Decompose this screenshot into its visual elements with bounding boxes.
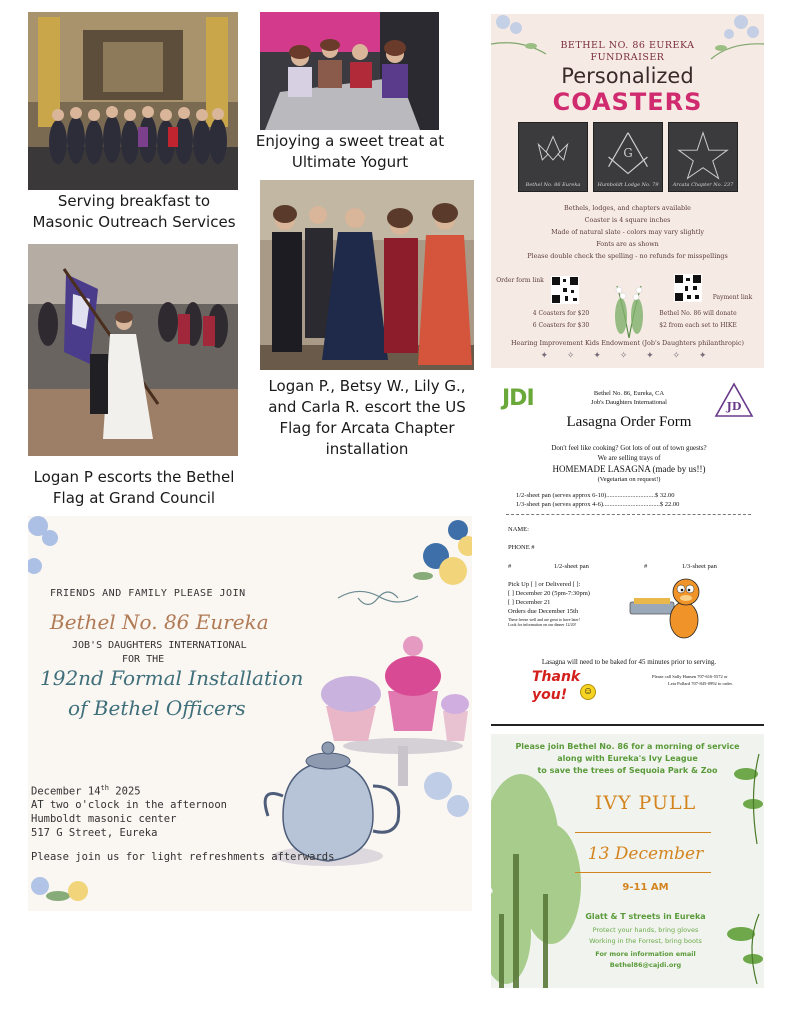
coaster-title-2: COASTERS <box>552 88 703 116</box>
ivy-intro-1: Please join Bethel No. 86 for a morning of service <box>515 742 740 751</box>
lasagna-order-form <box>494 380 764 710</box>
lasagna-headline: HOMEMADE LASAGNA (made by us!!) <box>552 464 706 474</box>
slate-coaster-chapter <box>668 122 738 192</box>
invite-line: FRIENDS AND FAMILY PLEASE JOIN <box>50 588 246 599</box>
price-4: 4 Coasters for $20 <box>532 310 590 317</box>
phone-field[interactable]: PHONE # <box>508 544 535 551</box>
ivy-tip-1: Protect your hands, bring gloves <box>592 926 699 934</box>
order-form-link[interactable]: Order form link <box>496 277 544 284</box>
ivy-tip-2: Working in the Forrest, bring boots <box>589 937 702 945</box>
ivy-time: 9-11 AM <box>622 882 669 893</box>
date-option-2[interactable]: [ ] December 21 <box>508 599 551 606</box>
yogurt-photo <box>260 12 439 130</box>
jdi-name: JOB'S DAUGHTERS INTERNATIONAL <box>72 640 247 651</box>
ivy-rule-bottom <box>575 872 711 873</box>
caption-line: Serving breakfast to <box>57 192 211 210</box>
coasters-flyer <box>491 14 764 368</box>
coaster-detail: Please double check the spelling - no refunds for misspellings <box>527 252 728 260</box>
slate-label: Arcata Chapter No. 237 <box>672 182 734 188</box>
caption-line: and Carla R. escort the US <box>268 398 466 416</box>
bethel-name: Bethel No. 86 Eureka <box>50 610 269 634</box>
coaster-org: BETHEL NO. 86 EUREKA <box>560 40 695 51</box>
ivy-intro-2: along with Eureka's Ivy League <box>557 754 698 763</box>
pickup-option[interactable]: Pick Up [ ] or Delivered [ ]: <box>508 581 581 588</box>
event-venue: Humboldt masonic center <box>31 813 177 825</box>
cat-with-lasagna-icon <box>626 574 706 644</box>
payment-link[interactable]: Payment link <box>712 294 753 301</box>
flag-escort-photo <box>260 180 474 370</box>
price-6: 6 Coasters for $30 <box>532 322 590 329</box>
bethel-flag-photo <box>28 244 238 456</box>
third-qty-hash: # <box>644 563 648 570</box>
breakfast-caption <box>20 191 248 233</box>
sparkle-decoration: ✦ ✧ ✦ ✧ ✦ ✧ ✦ <box>540 351 715 361</box>
smiley-icon: ☺ <box>580 684 596 700</box>
contact-1: Please call Sally Hansen 707-616-5572 or <box>652 674 728 679</box>
price-third-sheet: 1/3-sheet pan (serves approx 4-6)...................................$ 22.00 <box>516 501 680 508</box>
donate-2: $2 from each set to HIKE <box>659 322 737 329</box>
event-date-main: December 14 <box>31 785 101 798</box>
section-rule <box>491 724 764 726</box>
caption-line: Ultimate Yogurt <box>291 153 409 171</box>
caption-line: Enjoying a sweet treat at <box>255 132 445 150</box>
ivy-rule-top <box>575 832 711 833</box>
event-time: AT two o'clock in the afternoon <box>31 799 227 811</box>
caption-line: Logan P., Betsy W., Lily G., <box>268 377 466 395</box>
installation-title-1: 192nd Formal Installation <box>40 666 304 690</box>
lotus-icon <box>519 123 587 191</box>
half-qty-label[interactable]: 1/2-sheet pan <box>554 563 589 570</box>
lasagna-org-2: Job's Daughters International <box>591 399 667 406</box>
payment-qr-code[interactable] <box>674 274 702 302</box>
yogurt-caption <box>250 131 450 173</box>
lasagna-intro-2: We are selling trays of <box>597 454 661 462</box>
star-icon <box>669 123 737 191</box>
order-qr-code[interactable] <box>551 276 579 304</box>
donate-1: Bethel No. 86 will donate <box>659 310 737 317</box>
svg-text:JD: JD <box>726 400 742 413</box>
breakfast-photo <box>28 12 238 190</box>
divider <box>506 514 751 515</box>
coaster-title-1: Personalized <box>561 64 694 88</box>
bethel-flag-caption <box>20 467 248 509</box>
event-address: 517 G Street, Eureka <box>31 827 158 839</box>
lasagna-title: Lasagna Order Form <box>566 414 692 430</box>
caption-line: Logan P escorts the Bethel <box>33 468 235 486</box>
half-qty-hash: # <box>508 563 512 570</box>
installation-title-2: of Bethel Officers <box>68 696 246 720</box>
flag-escort-caption <box>255 376 479 460</box>
coaster-detail: Made of natural slate - colors may vary slightly <box>551 228 704 236</box>
caption-line: Flag for Arcata Chapter <box>279 419 455 437</box>
for-the: FOR THE <box>122 654 165 665</box>
installation-invitation <box>28 516 472 911</box>
caption-line: Masonic Outreach Services <box>32 213 236 231</box>
lasagna-intro-1: Don't feel like cooking? Got lots of out of town guests? <box>551 444 707 452</box>
coaster-detail: Coaster is 4 square inches <box>584 216 671 224</box>
ivy-date: 13 December <box>587 844 704 864</box>
lasagna-org-1: Bethel No. 86, Eureka, CA <box>593 390 665 397</box>
svg-text:G: G <box>623 146 633 160</box>
slate-coaster-bethel <box>518 122 588 192</box>
refreshments-note: Please join us for light refreshments afterwards <box>31 851 335 863</box>
third-qty-label[interactable]: 1/3-sheet pan <box>682 563 717 570</box>
event-date <box>31 784 141 798</box>
caption-line: installation <box>325 440 409 458</box>
slate-label: Bethel No. 86 Eureka <box>525 182 581 188</box>
jdi-logo-text: JDI <box>502 386 534 411</box>
date-option-1[interactable]: [ ] December 20 (5pm-7:30pm) <box>508 590 590 597</box>
hike-footer: Hearing Improvement Kids Endowment (Job's Daughters philanthropic) <box>510 339 745 347</box>
name-field[interactable]: NAME: <box>508 526 529 533</box>
coaster-detail: Fonts are as shown <box>596 240 659 248</box>
ivy-info: For more information email <box>595 950 696 958</box>
fine-print-1: These freeze well and are great to have later! <box>508 617 580 622</box>
slate-label: Humboldt Lodge No. 79 <box>597 182 659 188</box>
ivy-pull-flyer <box>491 734 764 988</box>
event-date-year: 2025 <box>108 785 141 798</box>
fine-print-2: Look for information on our dinner 12/20! <box>508 622 576 627</box>
price-half-sheet: 1/2-sheet pan (serves approx 6-10)..............................$ 32.00 <box>516 492 675 499</box>
ivy-location: Glatt & T streets in Eureka <box>585 912 706 921</box>
coaster-sub: FUNDRAISER <box>590 52 665 63</box>
bake-note: Lasagna will need to be baked for 45 minutes prior to serving. <box>541 658 717 666</box>
square-compass-icon <box>594 123 662 191</box>
ivy-intro-3: to save the trees of Sequoia Park & Zoo <box>537 766 718 775</box>
lasagna-veg: (Vegetarian on request!) <box>597 476 661 483</box>
orders-due: Orders due December 15th <box>508 608 579 615</box>
ivy-title: IVY PULL <box>594 792 697 814</box>
thank-you-graphic <box>532 668 612 702</box>
coaster-detail: Bethels, lodges, and chapters available <box>564 204 691 212</box>
thank-you-text: Thank you! <box>532 669 581 703</box>
event-date-suffix: th <box>100 784 109 792</box>
ivy-email-link[interactable]: Bethel86@cajdi.org <box>609 961 682 969</box>
caption-line: Flag at Grand Council <box>52 489 216 507</box>
slate-coaster-lodge <box>593 122 663 192</box>
contact-2: Leia Pollard 707-845-0992 to order. <box>668 681 733 686</box>
